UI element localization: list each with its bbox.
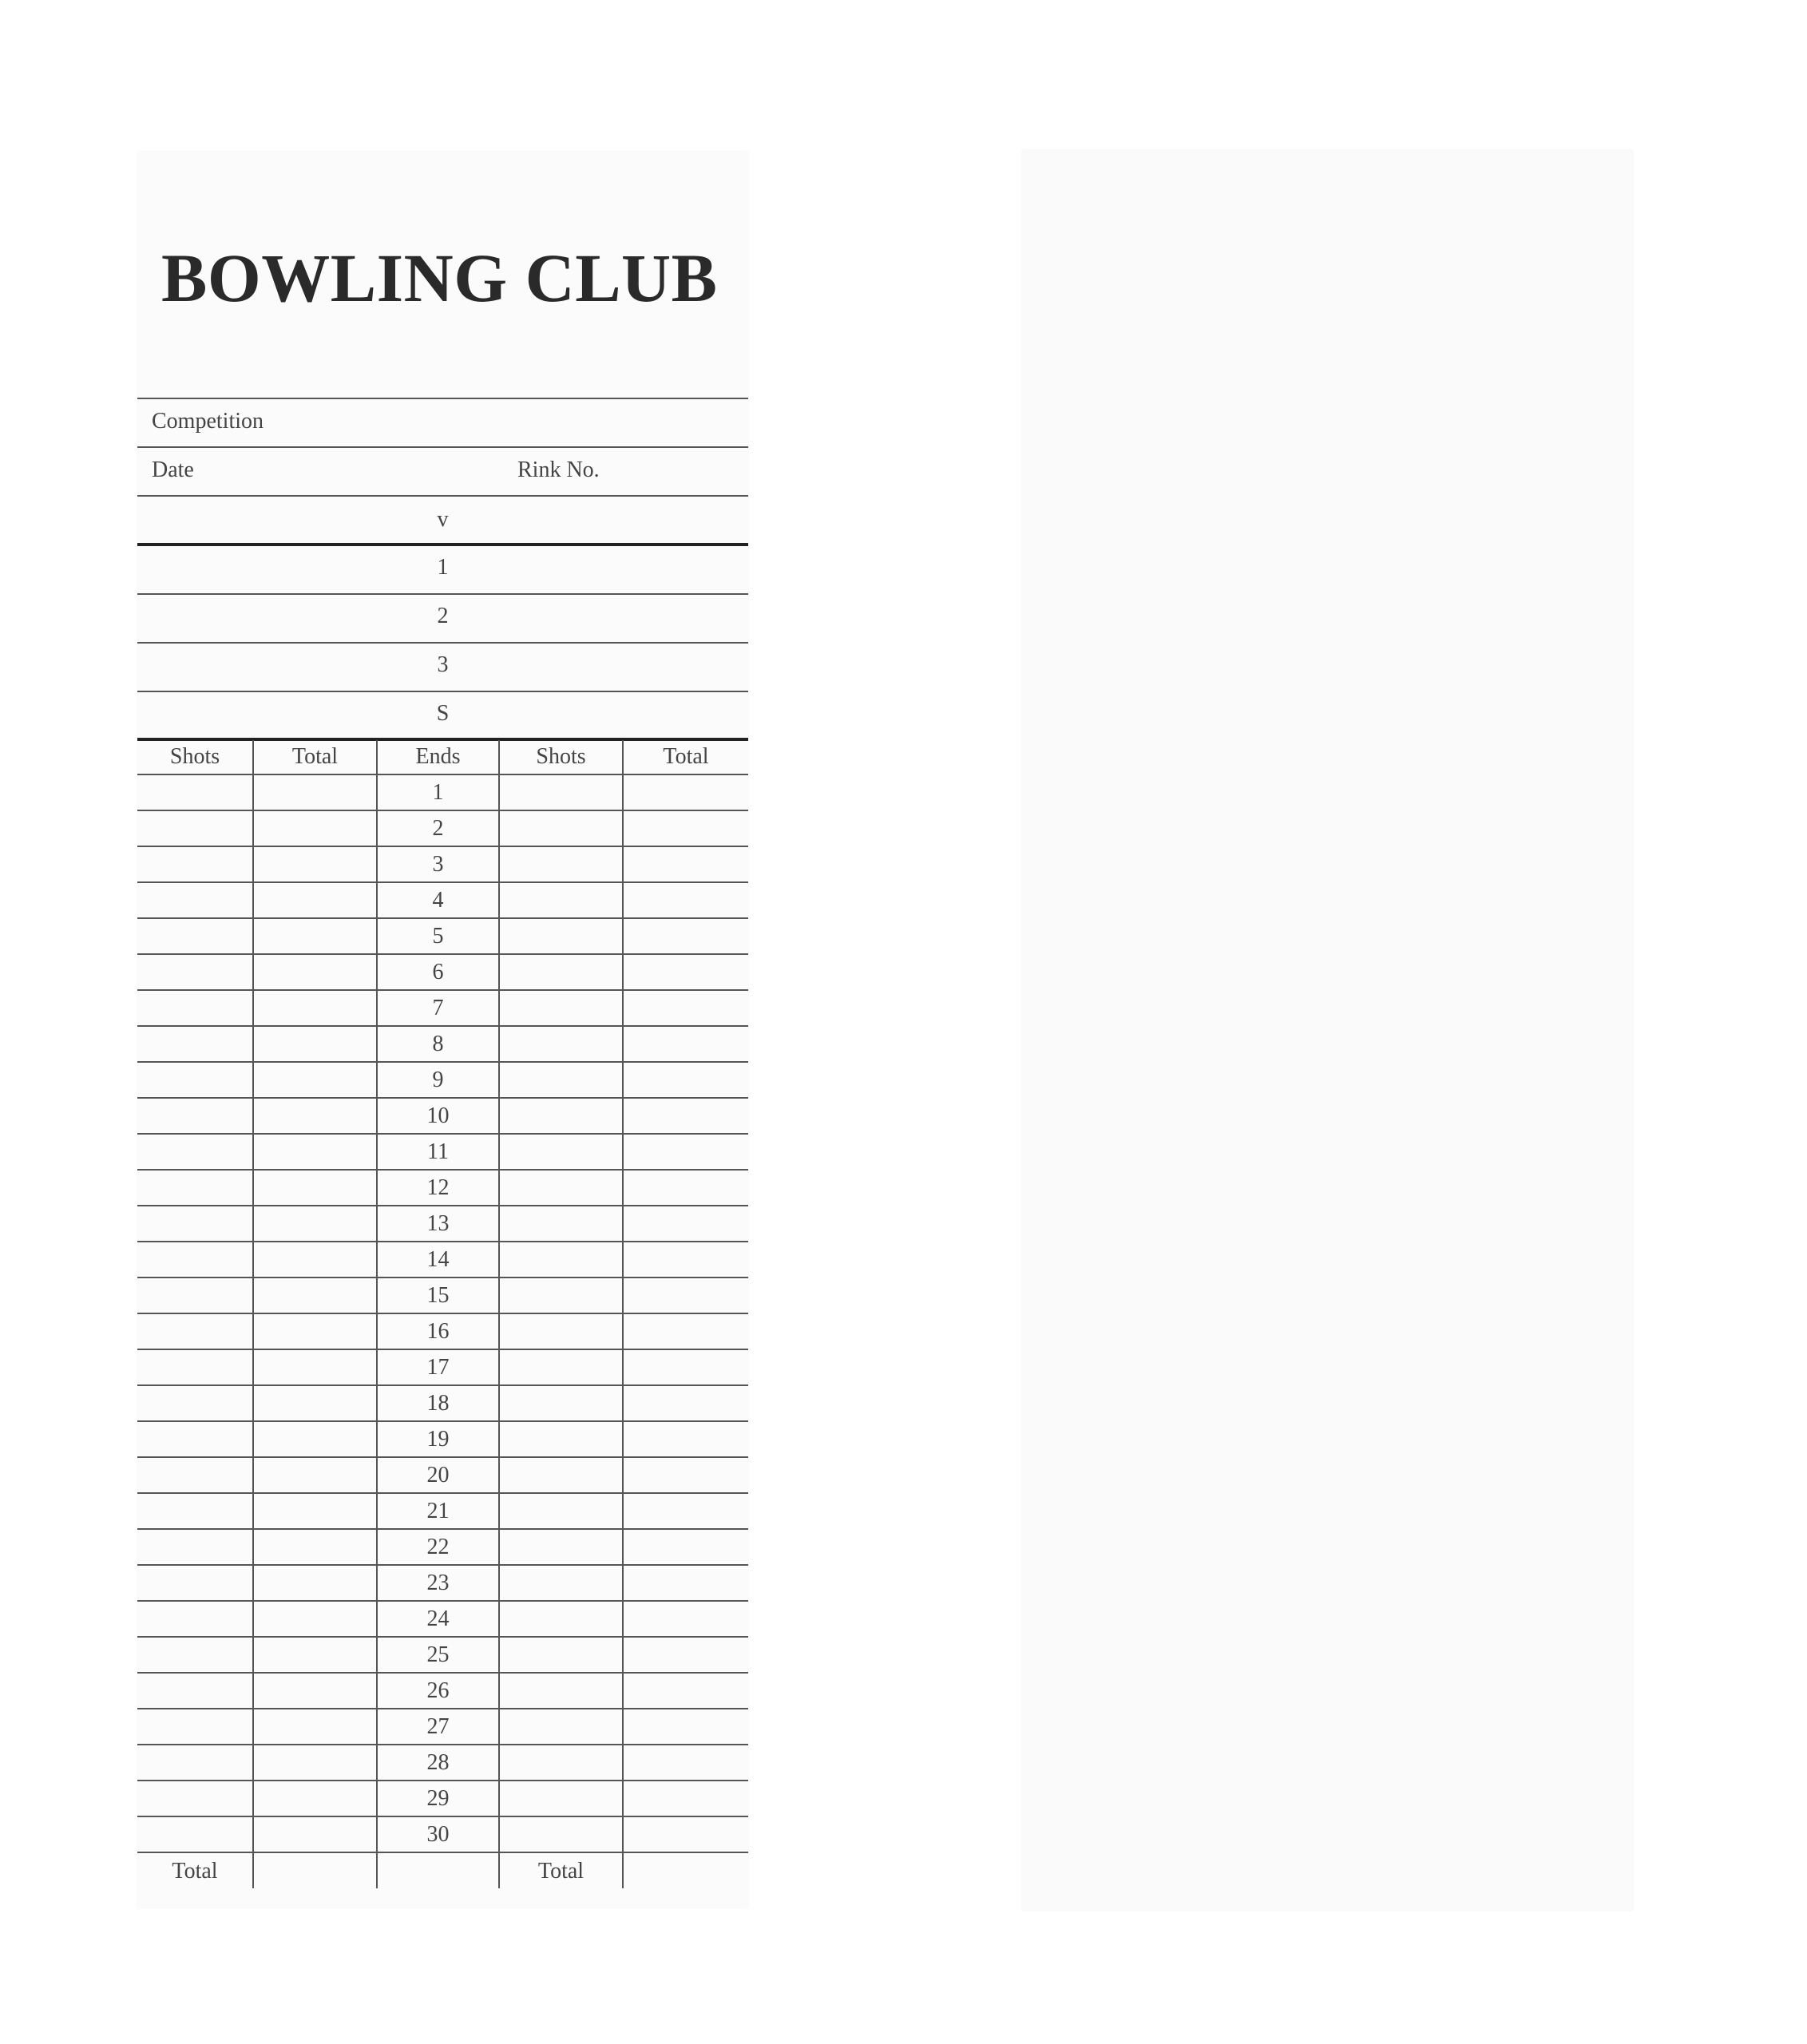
shots-cell-right[interactable]: [499, 1421, 623, 1457]
end-row: [137, 954, 748, 990]
shots-cell-left[interactable]: [137, 774, 253, 810]
shots-cell-left[interactable]: [137, 918, 253, 954]
shots-cell-right[interactable]: [499, 1385, 623, 1421]
shots-cell-right[interactable]: [499, 1816, 623, 1852]
end-row: [137, 990, 748, 1026]
total-cell-left[interactable]: [253, 1206, 377, 1242]
shots-cell-right[interactable]: [499, 954, 623, 990]
end-row: [137, 1493, 748, 1529]
total-cell-left[interactable]: [253, 1637, 377, 1673]
end-row: [137, 1134, 748, 1170]
end-row: [137, 1421, 748, 1457]
total-cell-right[interactable]: [623, 774, 748, 810]
total-cell-left[interactable]: [253, 846, 377, 882]
divider: [137, 495, 748, 497]
total-cell-right[interactable]: [623, 1457, 748, 1493]
shots-cell-right[interactable]: [499, 846, 623, 882]
total-cell-right[interactable]: [623, 1673, 748, 1709]
total-cell-right[interactable]: [623, 1098, 748, 1134]
end-number: 21: [377, 1493, 499, 1529]
end-number: 28: [377, 1745, 499, 1781]
end-row: [137, 1673, 748, 1709]
total-cell-right[interactable]: [623, 810, 748, 846]
total-cell-left[interactable]: [253, 1098, 377, 1134]
shots-header-left: Shots: [137, 740, 253, 774]
shots-cell-left[interactable]: [137, 1026, 253, 1062]
total-label-right: Total: [499, 1852, 623, 1888]
shots-cell-left[interactable]: [137, 1781, 253, 1816]
shots-cell-right[interactable]: [499, 882, 623, 918]
end-row: [137, 1278, 748, 1313]
shots-cell-right[interactable]: [499, 1637, 623, 1673]
end-number: 2: [377, 810, 499, 846]
total-label-left: Total: [172, 1858, 218, 1884]
end-number: 4: [377, 882, 499, 918]
club-title: BOWLING CLUB: [161, 240, 718, 316]
total-cell-right[interactable]: [623, 1385, 748, 1421]
total-cell-left[interactable]: [253, 1134, 377, 1170]
shots-cell-left[interactable]: [137, 1170, 253, 1206]
shots-cell-left[interactable]: [137, 1601, 253, 1637]
shots-cell-left[interactable]: [137, 1816, 253, 1852]
player-row-2: 2: [437, 604, 449, 628]
versus-label: v: [437, 507, 449, 532]
shots-cell-right[interactable]: [499, 1026, 623, 1062]
end-number: 6: [377, 954, 499, 990]
end-number: 29: [377, 1781, 499, 1816]
shots-cell-left[interactable]: [137, 1421, 253, 1457]
total-cell-right[interactable]: [623, 1529, 748, 1565]
total-cell-right[interactable]: [623, 1313, 748, 1349]
shots-cell-left[interactable]: [137, 1529, 253, 1565]
end-row: [137, 1206, 748, 1242]
shots-cell-left[interactable]: [137, 1062, 253, 1098]
shots-cell-right[interactable]: [499, 774, 623, 810]
shots-cell-left[interactable]: [137, 1565, 253, 1601]
score-grid: [137, 740, 748, 1888]
end-number: 16: [377, 1313, 499, 1349]
shots-cell-left[interactable]: [137, 882, 253, 918]
end-number: 15: [377, 1278, 499, 1313]
end-row: [137, 1781, 748, 1816]
end-number: 10: [377, 1098, 499, 1134]
total-cell-left[interactable]: [253, 1349, 377, 1385]
total-cell[interactable]: [253, 1852, 377, 1888]
end-number: 11: [377, 1134, 499, 1170]
total-cell-right[interactable]: [623, 1026, 748, 1062]
shots-cell-left[interactable]: [137, 1493, 253, 1529]
end-row: [137, 1745, 748, 1781]
end-number: 5: [377, 918, 499, 954]
shots-cell-left[interactable]: [137, 1134, 253, 1170]
shots-cell-right[interactable]: [499, 1673, 623, 1709]
total-cell[interactable]: [623, 1852, 748, 1888]
end-number: 27: [377, 1709, 499, 1745]
total-cell-left[interactable]: [253, 1421, 377, 1457]
end-number: 9: [377, 1062, 499, 1098]
date-label: Date: [152, 458, 194, 482]
end-row: [137, 1637, 748, 1673]
end-row: [137, 1601, 748, 1637]
shots-cell-right[interactable]: [499, 1134, 623, 1170]
shots-cell-right[interactable]: [499, 1062, 623, 1098]
shots-cell-right[interactable]: [499, 918, 623, 954]
total-cell-left[interactable]: [253, 1278, 377, 1313]
scorecard-front: [137, 152, 748, 1908]
shots-cell-left[interactable]: [137, 1709, 253, 1745]
shots-cell-right[interactable]: [499, 1457, 623, 1493]
total-cell-left[interactable]: [253, 1816, 377, 1852]
total-cell-right[interactable]: [623, 1745, 748, 1781]
total-cell-right[interactable]: [623, 1206, 748, 1242]
end-number: 18: [377, 1385, 499, 1421]
end-row: [137, 1457, 748, 1493]
shots-cell-left[interactable]: [137, 1313, 253, 1349]
total-cell-right[interactable]: [623, 1421, 748, 1457]
total-cell-left[interactable]: [253, 1493, 377, 1529]
divider: [137, 691, 748, 692]
end-number: 19: [377, 1421, 499, 1457]
shots-cell-left[interactable]: [137, 1745, 253, 1781]
total-cell-left[interactable]: [253, 1673, 377, 1709]
total-cell-right[interactable]: [623, 1637, 748, 1673]
shots-cell-left[interactable]: [137, 1637, 253, 1673]
total-cell-right[interactable]: [623, 1242, 748, 1278]
shots-cell-right[interactable]: [499, 1313, 623, 1349]
end-number: 30: [377, 1816, 499, 1852]
shots-cell-right[interactable]: [499, 1206, 623, 1242]
total-cell-left[interactable]: [253, 1529, 377, 1565]
total-cell-left[interactable]: [253, 1170, 377, 1206]
shots-cell-left[interactable]: [137, 1349, 253, 1385]
end-row: [137, 1170, 748, 1206]
end-number: 12: [377, 1170, 499, 1206]
total-cell[interactable]: [377, 1852, 499, 1888]
end-number: 14: [377, 1242, 499, 1278]
player-row-3: 3: [437, 652, 449, 677]
shots-cell-right[interactable]: [499, 810, 623, 846]
divider: [137, 642, 748, 644]
total-cell-right[interactable]: [623, 846, 748, 882]
shots-cell-left[interactable]: [137, 1206, 253, 1242]
shots-cell-right[interactable]: [499, 1529, 623, 1565]
total-cell-left[interactable]: [253, 990, 377, 1026]
total-cell-left[interactable]: [253, 1565, 377, 1601]
total-header-right: Total: [623, 740, 748, 774]
end-row: [137, 1313, 748, 1349]
end-row: [137, 1385, 748, 1421]
shots-cell-right[interactable]: [499, 1098, 623, 1134]
scorecard-back: [1022, 150, 1633, 1911]
end-row: [137, 882, 748, 918]
end-number: 1: [377, 774, 499, 810]
end-row: [137, 1026, 748, 1062]
end-number: 20: [377, 1457, 499, 1493]
competition-label: Competition: [152, 409, 264, 434]
divider: [137, 593, 748, 595]
score-header-row: [137, 740, 748, 774]
end-number: 25: [377, 1637, 499, 1673]
total-cell-left[interactable]: [253, 918, 377, 954]
shots-cell-left[interactable]: [137, 1278, 253, 1313]
total-cell-left[interactable]: [253, 1313, 377, 1349]
total-cell-right[interactable]: [623, 1278, 748, 1313]
end-number: 13: [377, 1206, 499, 1242]
shots-cell-right[interactable]: [499, 1745, 623, 1781]
end-row: [137, 774, 748, 810]
total-cell-left[interactable]: [253, 1385, 377, 1421]
end-number: 17: [377, 1349, 499, 1385]
end-number: 26: [377, 1673, 499, 1709]
shots-cell-left[interactable]: [137, 1673, 253, 1709]
shots-cell-left[interactable]: [137, 846, 253, 882]
total-cell-left[interactable]: [253, 1745, 377, 1781]
end-number: 7: [377, 990, 499, 1026]
end-row: [137, 1349, 748, 1385]
end-number: 8: [377, 1026, 499, 1062]
total-cell-right[interactable]: [623, 882, 748, 918]
shots-cell-left[interactable]: [137, 1242, 253, 1278]
total-cell-right[interactable]: [623, 1062, 748, 1098]
rink-label: Rink No.: [517, 458, 600, 482]
player-row-skip: S: [436, 701, 450, 726]
divider-thick: [137, 543, 748, 546]
player-row-1: 1: [437, 555, 449, 580]
shots-cell-left[interactable]: [137, 810, 253, 846]
total-cell-left[interactable]: [253, 1026, 377, 1062]
total-cell-right[interactable]: [623, 1565, 748, 1601]
total-cell-right[interactable]: [623, 918, 748, 954]
end-number: 23: [377, 1565, 499, 1601]
end-row: [137, 1098, 748, 1134]
end-row: [137, 1816, 748, 1852]
total-cell-right[interactable]: [623, 990, 748, 1026]
end-row: [137, 1242, 748, 1278]
shots-cell-right[interactable]: [499, 1242, 623, 1278]
total-cell-right[interactable]: [623, 1781, 748, 1816]
shots-cell-right[interactable]: [499, 1709, 623, 1745]
shots-cell-right[interactable]: [499, 1349, 623, 1385]
score-total-row: [137, 1852, 748, 1888]
shots-cell-left[interactable]: [137, 1098, 253, 1134]
shots-cell-right[interactable]: [499, 1601, 623, 1637]
shots-cell-right[interactable]: [499, 1493, 623, 1529]
end-number: 3: [377, 846, 499, 882]
total-cell-right[interactable]: [623, 1816, 748, 1852]
end-number: 22: [377, 1529, 499, 1565]
end-row: [137, 1709, 748, 1745]
total-cell-left[interactable]: [253, 774, 377, 810]
total-header-left: Total: [253, 740, 377, 774]
total-cell-left[interactable]: [253, 810, 377, 846]
total-cell-right[interactable]: [623, 1709, 748, 1745]
shots-cell-right[interactable]: [499, 1170, 623, 1206]
total-cell-right[interactable]: [623, 1493, 748, 1529]
total-cell-left[interactable]: [253, 1457, 377, 1493]
total-cell-left[interactable]: [253, 1242, 377, 1278]
total-cell-right[interactable]: [623, 1349, 748, 1385]
total-cell-left[interactable]: [253, 1601, 377, 1637]
total-cell-left[interactable]: [253, 1062, 377, 1098]
shots-cell-left[interactable]: [137, 1385, 253, 1421]
shots-cell-left[interactable]: [137, 954, 253, 990]
total-cell-left[interactable]: [253, 1709, 377, 1745]
shots-header-right: Shots: [499, 740, 623, 774]
end-number: 24: [377, 1601, 499, 1637]
total-cell-right[interactable]: [623, 1601, 748, 1637]
total-cell-right[interactable]: [623, 1170, 748, 1206]
total-cell-left[interactable]: [253, 882, 377, 918]
end-row: [137, 846, 748, 882]
shots-cell-left[interactable]: [137, 990, 253, 1026]
shots-cell-right[interactable]: [499, 1565, 623, 1601]
end-row: [137, 1062, 748, 1098]
ends-header: Ends: [377, 740, 499, 774]
divider: [137, 446, 748, 448]
divider: [137, 398, 748, 399]
shots-cell-right[interactable]: [499, 1278, 623, 1313]
end-row: [137, 810, 748, 846]
end-row: [137, 1529, 748, 1565]
total-cell-right[interactable]: [623, 954, 748, 990]
end-row: [137, 918, 748, 954]
total-cell-right[interactable]: [623, 1134, 748, 1170]
total-cell-left[interactable]: [253, 1781, 377, 1816]
total-cell-left[interactable]: [253, 954, 377, 990]
end-row: [137, 1565, 748, 1601]
shots-cell-right[interactable]: [499, 990, 623, 1026]
shots-cell-right[interactable]: [499, 1781, 623, 1816]
shots-cell-left[interactable]: [137, 1457, 253, 1493]
